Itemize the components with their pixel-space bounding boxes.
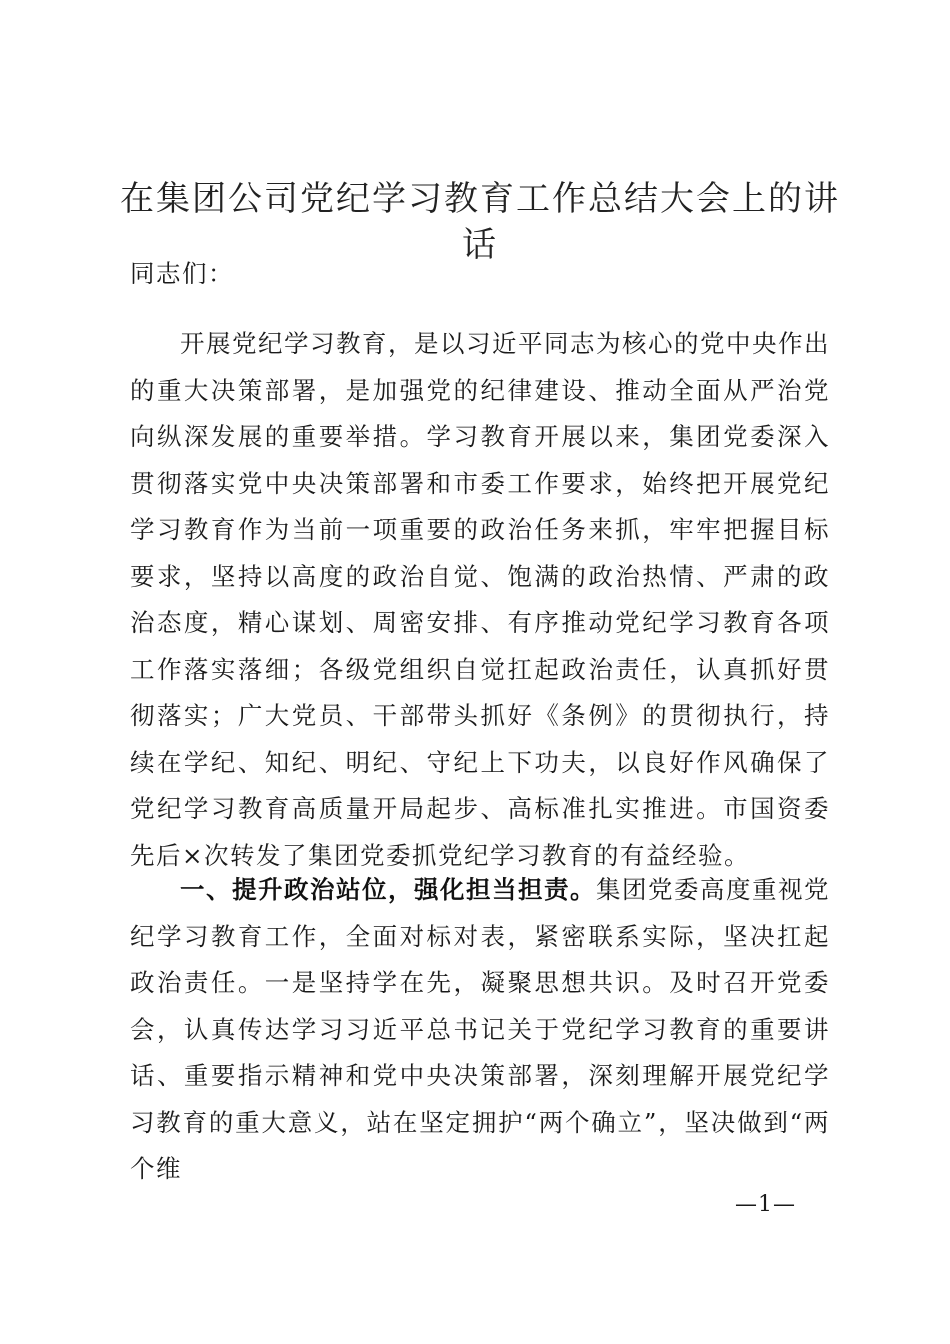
document-title: 在集团公司党纪学习教育工作总结大会上的讲话 <box>120 179 840 265</box>
page-number: —1— <box>735 1192 796 1217</box>
paragraph-intro: 开展党纪学习教育，是以习近平同志为核心的党中央作出的重大决策部署，是加强党的纪律建设、推动全面从严治党向纵深发展的重要举措。学习教育开展以来，集团党委深入贯彻落实党中央决策部署和市委工作要求，始终把开展党纪学习教育作为当前一项重要的政治任务来抓，牢牢把握目标要求，坚持以高度的政治自觉、饱满的政治热情、严肃的政治态度，精心谋划、周密安排、有序推动党纪学习教育各项工作落实落细；各级党组织自觉扛起政治责任，认真抓好贯彻落实；广大党员、干部带头抓好《条例》的贯彻执行，持续在学纪、知纪、明纪、守纪上下功夫，以良好作风确保了党纪学习教育高质量开局起步、高标准扎实推进。市国资委先后×次转发了集团党委抓党纪学习教育的有益经验。 <box>130 329 830 870</box>
section-1-heading: 一、提升政治站位，强化担当担责。 <box>180 875 596 904</box>
paragraph-section-1 <box>130 867 830 1193</box>
section-1-text: 集团党委高度重视党纪学习教育工作，全面对标对表，紧密联系实际，坚决扛起政治责任。一是坚持学在先，凝聚思想共识。及时召开党委会，认真传达学习习近平总书记关于党纪学习教育的重要讲话、重要指示精神和党中央决策部署，深刻理解开展党纪学习教育的重大意义，站在坚定拥护“两个确立”，坚决做到“两个维 <box>130 875 830 1183</box>
salutation: 同志们： <box>130 259 234 288</box>
